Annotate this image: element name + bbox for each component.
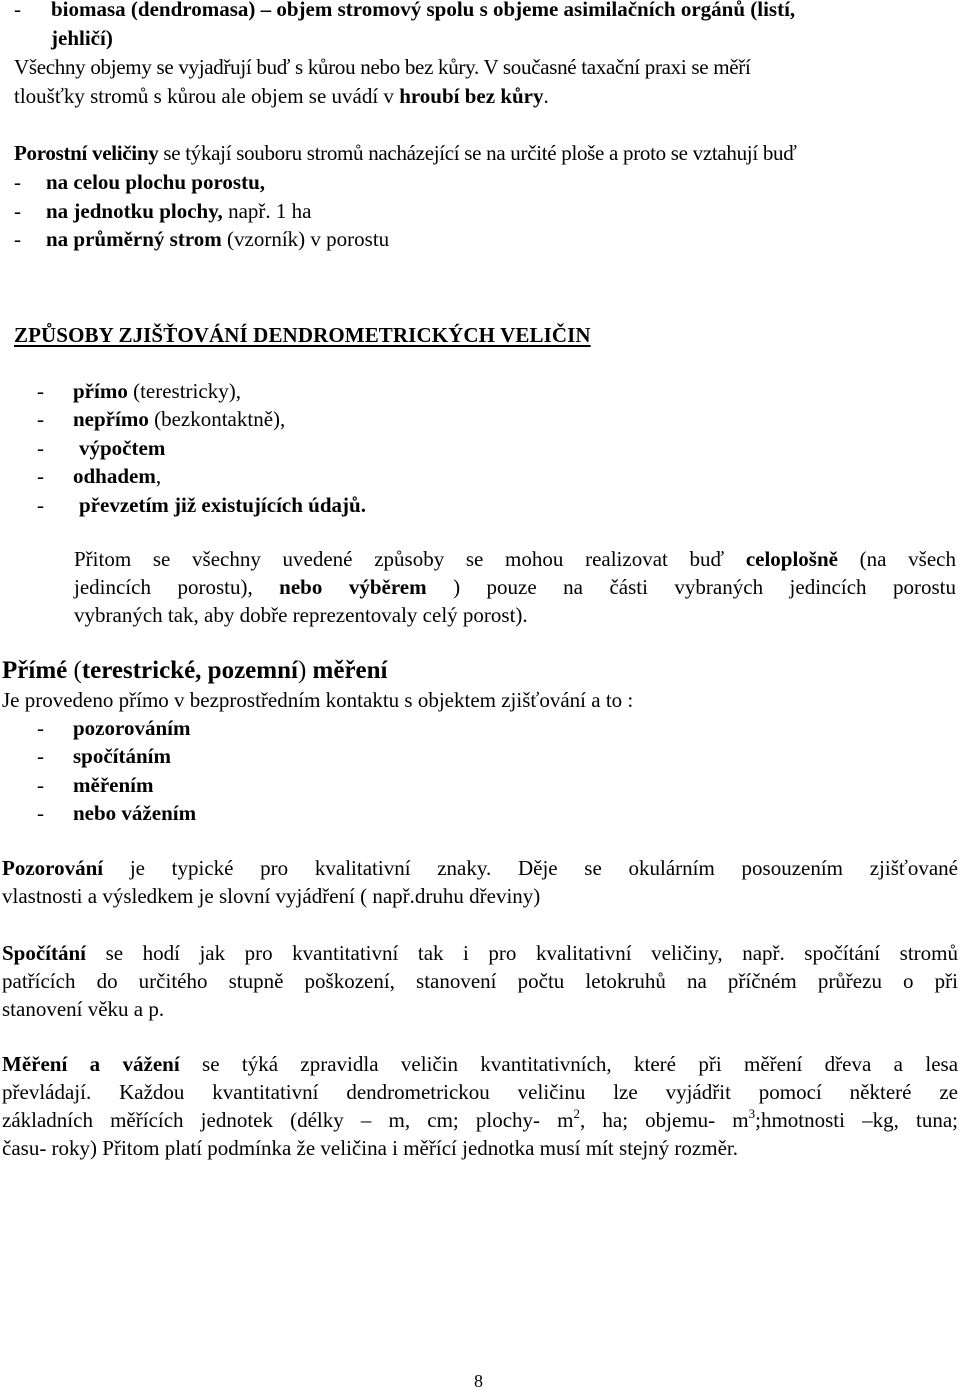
mereni-line-1: Měření a vážení se týká zpravidla veličin kvantitativních, které při měření dřeva a lesa <box>2 1052 959 1076</box>
prime-intro: Je provedeno přímo v bezprostředním kontaktu s objektem zjišťování a to : <box>2 688 634 712</box>
zpusoby-paragraph-line-3: vybraných tak, aby dobře reprezentovaly celý porost). <box>74 603 528 627</box>
section-heading-prime: Přímé (terestrické, pozemní) měření <box>2 657 388 684</box>
spocitani-line-1: Spočítání se hodí jak pro kvantitativní tak i pro kvalitativní veličiny, např. spočítání stromů <box>2 941 958 965</box>
mereni-line-3: základních měřících jednotek (délky – m, cm; plochy- $m^2$, ha; objemu- $m^3;hmotnosti$ –kg, tuna; <box>2 1106 958 1132</box>
spocitani-line-3: stanovení věku a p. <box>2 997 165 1021</box>
porostni-intro: Porostní veličiny se týkají souboru stromů nacházející se na určité ploše a proto se vztahují buď <box>14 141 797 165</box>
section-heading-zpusoby: ZPŮSOBY ZJIŠŤOVÁNÍ DENDROMETRICKÝCH VELIČIN <box>14 323 591 347</box>
page-number: 8 <box>474 1371 483 1391</box>
spocitani-line-2: patřících do určitého stupně poškození, stanovení počtu letokruhů na příčném průřezu o při <box>2 969 958 993</box>
mereni-line-4: času- roky) Přitom platí podmínka že veličina i měřící jednotka musí mít stejný rozměr. <box>2 1136 738 1160</box>
pozorovani-line-1: Pozorování je typické pro kvalitativní znaky. Děje se okulárním posouzením zjišťované <box>2 856 958 880</box>
pozorovani-line-2: vlastnosti a výsledkem je slovní vyjádření ( např.druhu dřeviny) <box>2 884 541 908</box>
document-page: - biomasa (dendromasa) – objem stromový spolu s objeme asimilačních orgánů (listí, jehličí) Všechny objemy se vyjadřují buď s kůrou nebo bez kůry. V současné taxační praxi se měří tloušťky stromů s kůrou ale objem se uvádí v hroubí bez kůry. Porostní veličiny se týkají souboru stromů nacházející se na určité ploše a proto se vztahují buď - na celou plochu porostu, - na jednotku plochy, např. 1 ha - na průměrný strom (vzorník) v porostu ZPŮSOBY ZJIŠŤOVÁNÍ DENDROMETRICKÝCH VELIČIN - přímo (terestricky), - nepřímo (bezkontaktně), - výpočtem - odhadem, - převzetím již existujících údajů. Přitom se všechny uvedené způsoby se mohou realizovat buď celoplošně (na všech jedincích porostu), nebo výběrem ) pouze na části vybraných jedincích porostu vybraných tak, aby dobře reprezentovaly celý porost). Přímé (terestrické, pozemní) měření Je provedeno přímo v bezprostředním kontaktu s objektem zjišťování a to : - pozorováním - spočítáním - měřením - nebo vážením Pozorování je typické pro kvalitativní znaky. Děje se okulárním posouzením zjišťované vlastnosti a výsledkem je slovní vyjádření ( např.druhu dřeviny) Spočítání se hodí jak pro kvantitativní tak i pro kvalitativní veličiny, např. spočítání stromů patřících do určitého stupně poškození, stanovení počtu letokruhů na příčném průřezu o při stanovení věku a p. Měření a vážení se týká zpravidla veličin kvantitativních, které při měření dřeva a lesa převládají. Každou kvantitativní dendrometrickou veličinu lze vyjádřit pomocí některé ze základních měřících jednotek (délky – m, cm; plochy- $m^2$, ha; objemu- $m^3;hmotnosti$ –kg, tuna; času- roky) Přitom platí podmínka že veličina i měřící jednotka musí mít stejný rozměr. 8 <box>2 0 959 1391</box>
hroubi-bez-kury: hroubí bez kůry <box>399 84 544 108</box>
intro-line-3: Všechny objemy se vyjadřují buď s kůrou nebo bez kůry. V současné taxační praxi se měří <box>14 55 751 79</box>
intro-line-2: jehličí) <box>51 26 113 50</box>
zpusoby-paragraph-line-1: Přitom se všechny uvedené způsoby se mohou realizovat buď celoplošně (na všech <box>74 547 956 571</box>
porostni-term: Porostní veličiny <box>14 141 159 165</box>
list-dash: - <box>14 0 21 21</box>
zpusoby-paragraph-line-2: jedincích porostu), nebo výběrem ) pouze na části vybraných jedincích porostu <box>74 575 956 599</box>
mereni-line-2: převládají. Každou kvantitativní dendrometrickou veličinu lze vyjádřit pomocí některé ze <box>2 1080 958 1104</box>
biomasa-definition: biomasa (dendromasa) – objem stromový spolu s objeme asimilačních orgánů (listí, <box>51 0 796 21</box>
intro-line-4: tloušťky stromů s kůrou ale objem se uvádí v hroubí bez kůry. <box>14 84 549 108</box>
